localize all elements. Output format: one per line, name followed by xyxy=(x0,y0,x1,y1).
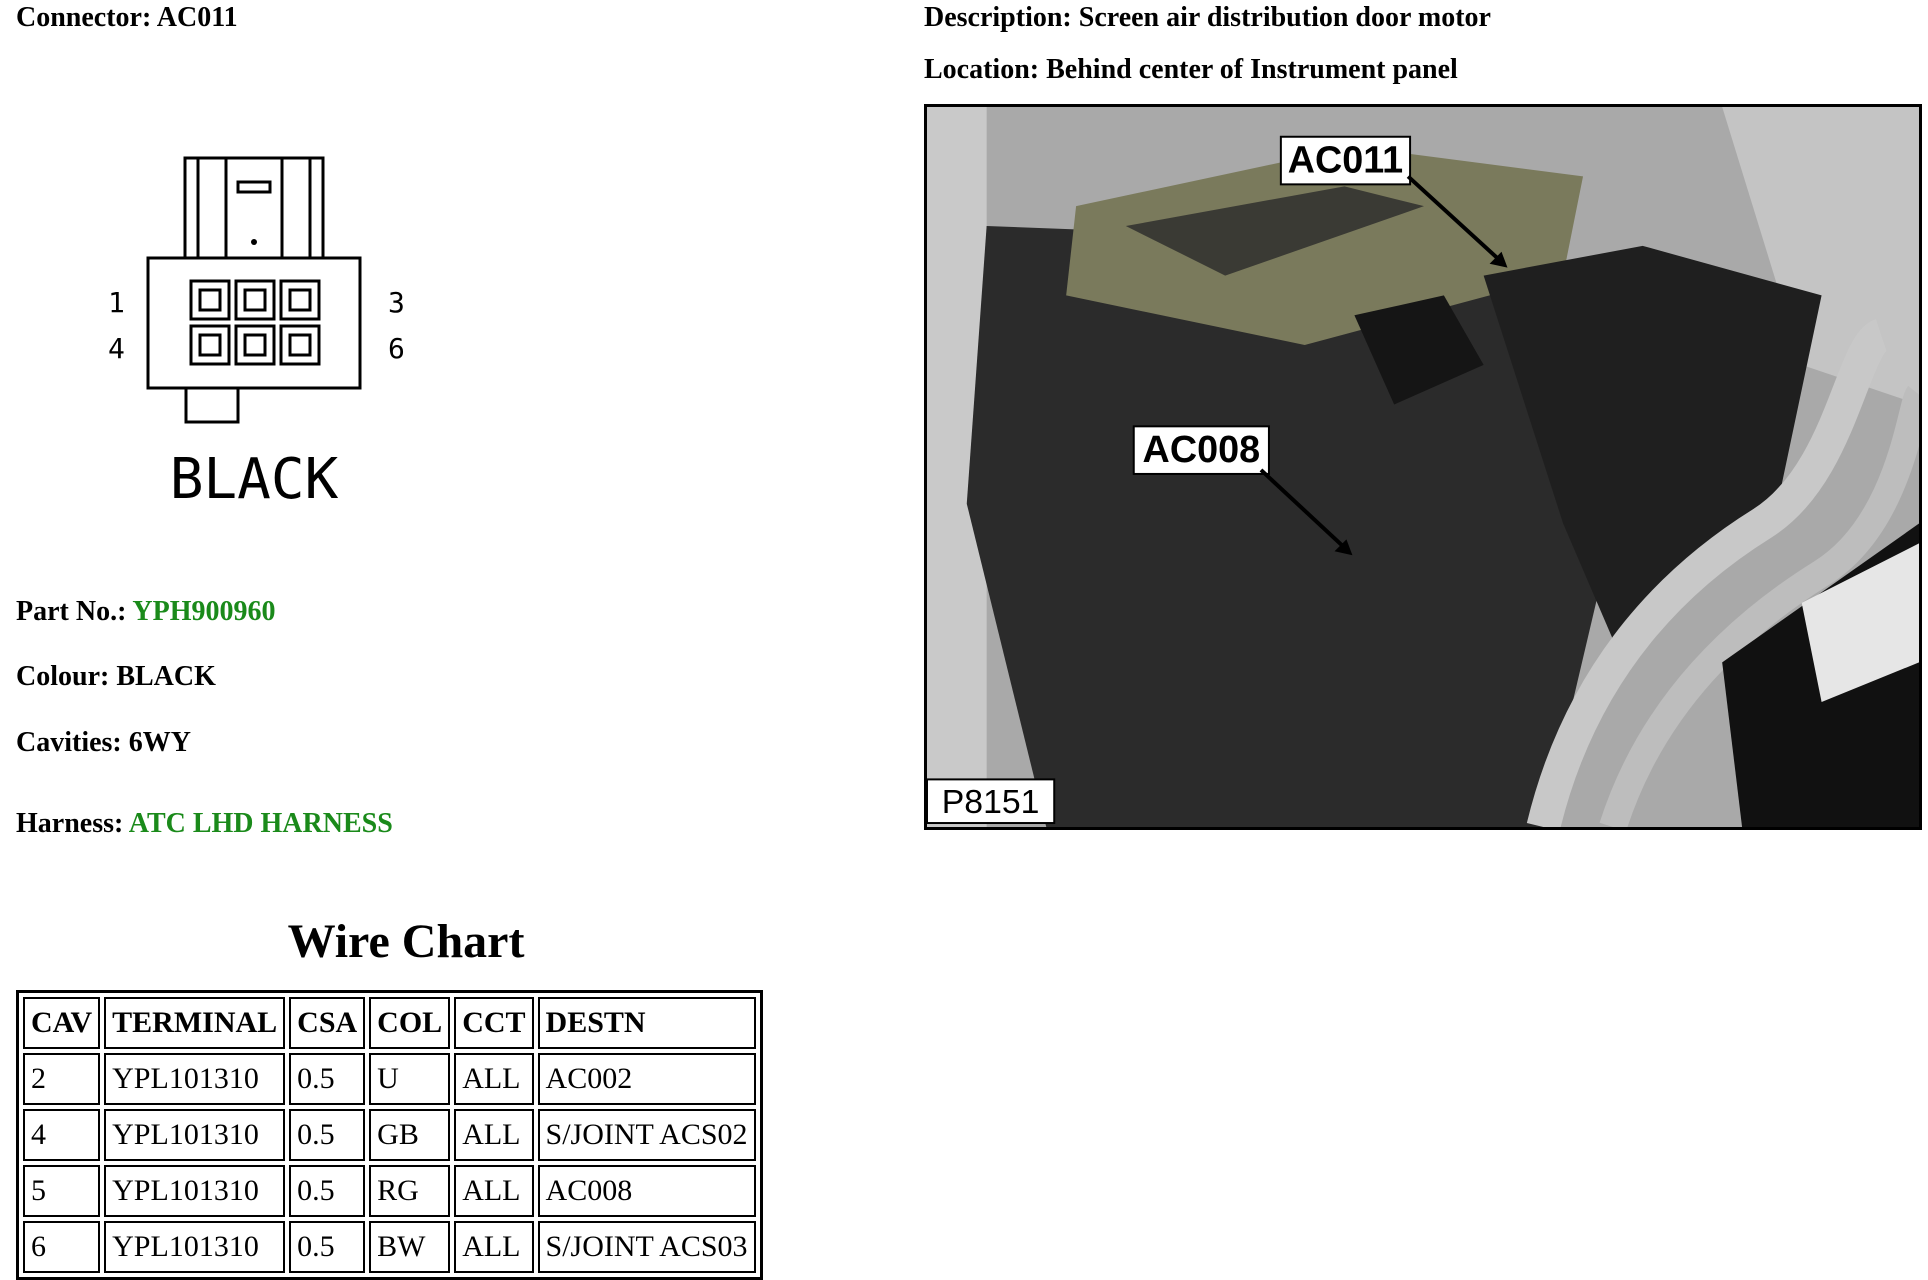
header-cct: CCT xyxy=(454,997,533,1049)
cavities-label: Cavities: xyxy=(16,727,122,758)
cell-cct: ALL xyxy=(454,1221,533,1273)
location-value: Behind center of Instrument panel xyxy=(1046,54,1458,85)
cavities-field xyxy=(16,727,191,759)
colour-label: Colour: xyxy=(16,661,110,692)
header-csa: CSA xyxy=(289,997,365,1049)
header-terminal: TERMINAL xyxy=(104,997,285,1049)
cell-destn: AC008 xyxy=(538,1165,756,1217)
pin-label-4: 4 xyxy=(108,332,125,365)
cell-csa: 0.5 xyxy=(289,1165,365,1217)
connector-field xyxy=(16,2,238,34)
header-col: COL xyxy=(369,997,450,1049)
cell-destn: S/JOINT ACS02 xyxy=(538,1109,756,1161)
pin-label-1: 1 xyxy=(108,286,125,319)
cell-cct: ALL xyxy=(454,1165,533,1217)
location-photo-svg xyxy=(927,107,1919,827)
description-value: Screen air distribution door motor xyxy=(1078,2,1491,33)
cell-col: GB xyxy=(369,1109,450,1161)
part-no-label: Part No.: xyxy=(16,596,127,627)
photo-callout-ac011: AC011 xyxy=(1287,138,1404,181)
pin-label-6: 6 xyxy=(388,332,405,365)
cell-cav: 5 xyxy=(23,1165,100,1217)
table-row xyxy=(23,1053,756,1105)
harness-link[interactable]: ATC LHD HARNESS xyxy=(128,808,393,839)
cell-cct: ALL xyxy=(454,1109,533,1161)
connector-face-diagram xyxy=(90,150,440,530)
colour-field xyxy=(16,661,216,693)
cell-cav: 6 xyxy=(23,1221,100,1273)
cell-terminal: YPL101310 xyxy=(104,1221,285,1273)
cell-csa: 0.5 xyxy=(289,1109,365,1161)
header-cav: CAV xyxy=(23,997,100,1049)
cell-terminal: YPL101310 xyxy=(104,1165,285,1217)
wire-chart-table xyxy=(16,990,763,1280)
location-photo xyxy=(924,104,1922,830)
pin-label-3: 3 xyxy=(388,286,405,319)
cell-col: RG xyxy=(369,1165,450,1217)
cell-col: U xyxy=(369,1053,450,1105)
cell-cav: 2 xyxy=(23,1053,100,1105)
location-field xyxy=(924,54,1458,86)
wire-chart-header-row xyxy=(23,997,756,1049)
cell-cav: 4 xyxy=(23,1109,100,1161)
cell-csa: 0.5 xyxy=(289,1221,365,1273)
colour-value: BLACK xyxy=(116,661,216,692)
connector-value: AC011 xyxy=(156,2,238,33)
location-label: Location: xyxy=(924,54,1040,85)
table-row xyxy=(23,1221,756,1273)
cavities-value: 6WY xyxy=(128,727,191,758)
cell-csa: 0.5 xyxy=(289,1053,365,1105)
cell-destn: AC002 xyxy=(538,1053,756,1105)
table-row xyxy=(23,1109,756,1161)
description-label: Description: xyxy=(924,2,1072,33)
cell-terminal: YPL101310 xyxy=(104,1053,285,1105)
wire-chart-heading: Wire Chart xyxy=(287,915,525,968)
description-field xyxy=(924,2,1491,34)
cell-terminal: YPL101310 xyxy=(104,1109,285,1161)
header-destn: DESTN xyxy=(538,997,756,1049)
connector-face-svg xyxy=(90,150,440,530)
cell-col: BW xyxy=(369,1221,450,1273)
connector-color-text: BLACK xyxy=(169,447,339,512)
photo-callout-ac008: AC008 xyxy=(1142,428,1261,471)
part-no-field xyxy=(16,596,275,628)
table-row xyxy=(23,1165,756,1217)
harness-field xyxy=(16,808,393,840)
cell-cct: ALL xyxy=(454,1053,533,1105)
part-no-link[interactable]: YPH900960 xyxy=(132,596,276,627)
harness-label: Harness: xyxy=(16,808,124,839)
cell-destn: S/JOINT ACS03 xyxy=(538,1221,756,1273)
connector-label: Connector: xyxy=(16,2,152,33)
photo-reference-label: P8151 xyxy=(941,783,1040,822)
